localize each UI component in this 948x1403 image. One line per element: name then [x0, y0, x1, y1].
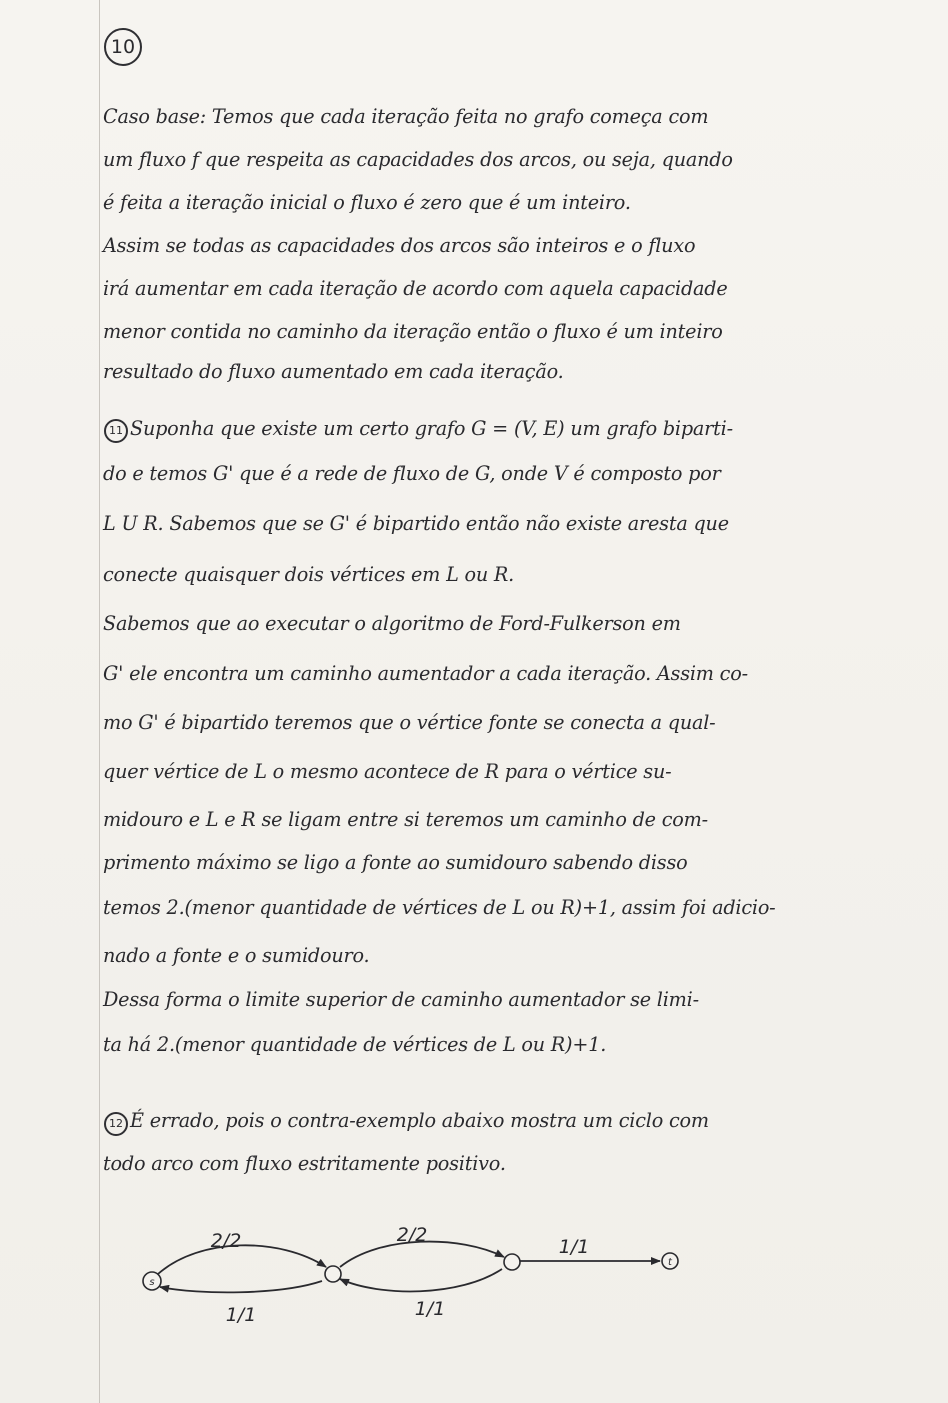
q11-line-4: conecte quaisquer dois vértices em L ou R. [103, 563, 515, 586]
q10-line-2: um fluxo f que respeita as capacidades dos arcos, ou seja, quando [103, 148, 733, 171]
margin-line [99, 0, 100, 1403]
vertex-node-1 [325, 1266, 341, 1282]
q11-line-3: L U R. Sabemos que se G' é bipartido então não existe aresta que [103, 512, 729, 535]
question-12-number: 12 [104, 1112, 128, 1136]
q10-line-7: resultado do fluxo aumentado em cada iteração. [103, 360, 564, 383]
sink-node-label: t [668, 1257, 672, 1268]
q12-line-2: todo arco com fluxo estritamente positivo. [103, 1152, 506, 1175]
edge-label-v2-v1-bottom: 1/1 [414, 1298, 446, 1320]
q11-line-9: midouro e L e R se ligam entre si teremos um caminho de com- [103, 808, 708, 831]
edge-v2-v1-bottom [340, 1269, 502, 1291]
vertex-node-2 [504, 1254, 520, 1270]
q11-line-8: quer vértice de L o mesmo acontece de R para o vértice su- [103, 760, 672, 783]
source-node-label: s [149, 1277, 155, 1288]
q11-line-13: Dessa forma o limite superior de caminho aumentador se limi- [103, 988, 699, 1011]
q10-line-6: menor contida no caminho da iteração então o fluxo é um inteiro [103, 320, 723, 343]
q12-line-1: É errado, pois o contra-exemplo abaixo mostra um ciclo com [130, 1109, 709, 1132]
edge-label-v1-s-bottom: 1/1 [225, 1304, 257, 1326]
q11-line-12: nado a fonte e o sumidouro. [103, 944, 370, 967]
edge-s-v1-top [158, 1245, 326, 1274]
flow-network-diagram [130, 1215, 690, 1330]
q11-line-10: primento máximo se ligo a fonte ao sumidouro sabendo disso [103, 851, 688, 874]
q11-line-2: do e temos G' que é a rede de fluxo de G, onde V é composto por [103, 462, 721, 485]
q10-line-4: Assim se todas as capacidades dos arcos são inteiros e o fluxo [103, 234, 696, 257]
q11-line-1: Suponha que existe um certo grafo G = (V, E) um grafo biparti- [130, 417, 733, 440]
q11-line-5: Sabemos que ao executar o algoritmo de Ford-Fulkerson em [103, 612, 681, 635]
q11-line-6: G' ele encontra um caminho aumentador a cada iteração. Assim co- [103, 662, 748, 685]
edge-label-v1-v2-top: 2/2 [396, 1224, 428, 1246]
question-11-number: 11 [104, 419, 128, 443]
edge-v1-s-bottom [160, 1281, 322, 1292]
edge-label-s-v1-top: 2/2 [210, 1230, 242, 1252]
q10-line-3: é feita a iteração inicial o fluxo é zero que é um inteiro. [103, 191, 631, 214]
q11-line-14: ta há 2.(menor quantidade de vértices de L ou R)+1. [103, 1033, 607, 1056]
q10-line-1: Caso base: Temos que cada iteração feita no grafo começa com [103, 105, 709, 128]
q11-line-11: temos 2.(menor quantidade de vértices de L ou R)+1, assim foi adicio- [103, 896, 776, 919]
q10-line-5: irá aumentar em cada iteração de acordo com aquela capacidade [103, 277, 728, 300]
q11-line-7: mo G' é bipartido teremos que o vértice fonte se conecta a qual- [103, 711, 716, 734]
edge-label-v2-t: 1/1 [558, 1236, 590, 1258]
question-10-number: 10 [104, 28, 142, 66]
